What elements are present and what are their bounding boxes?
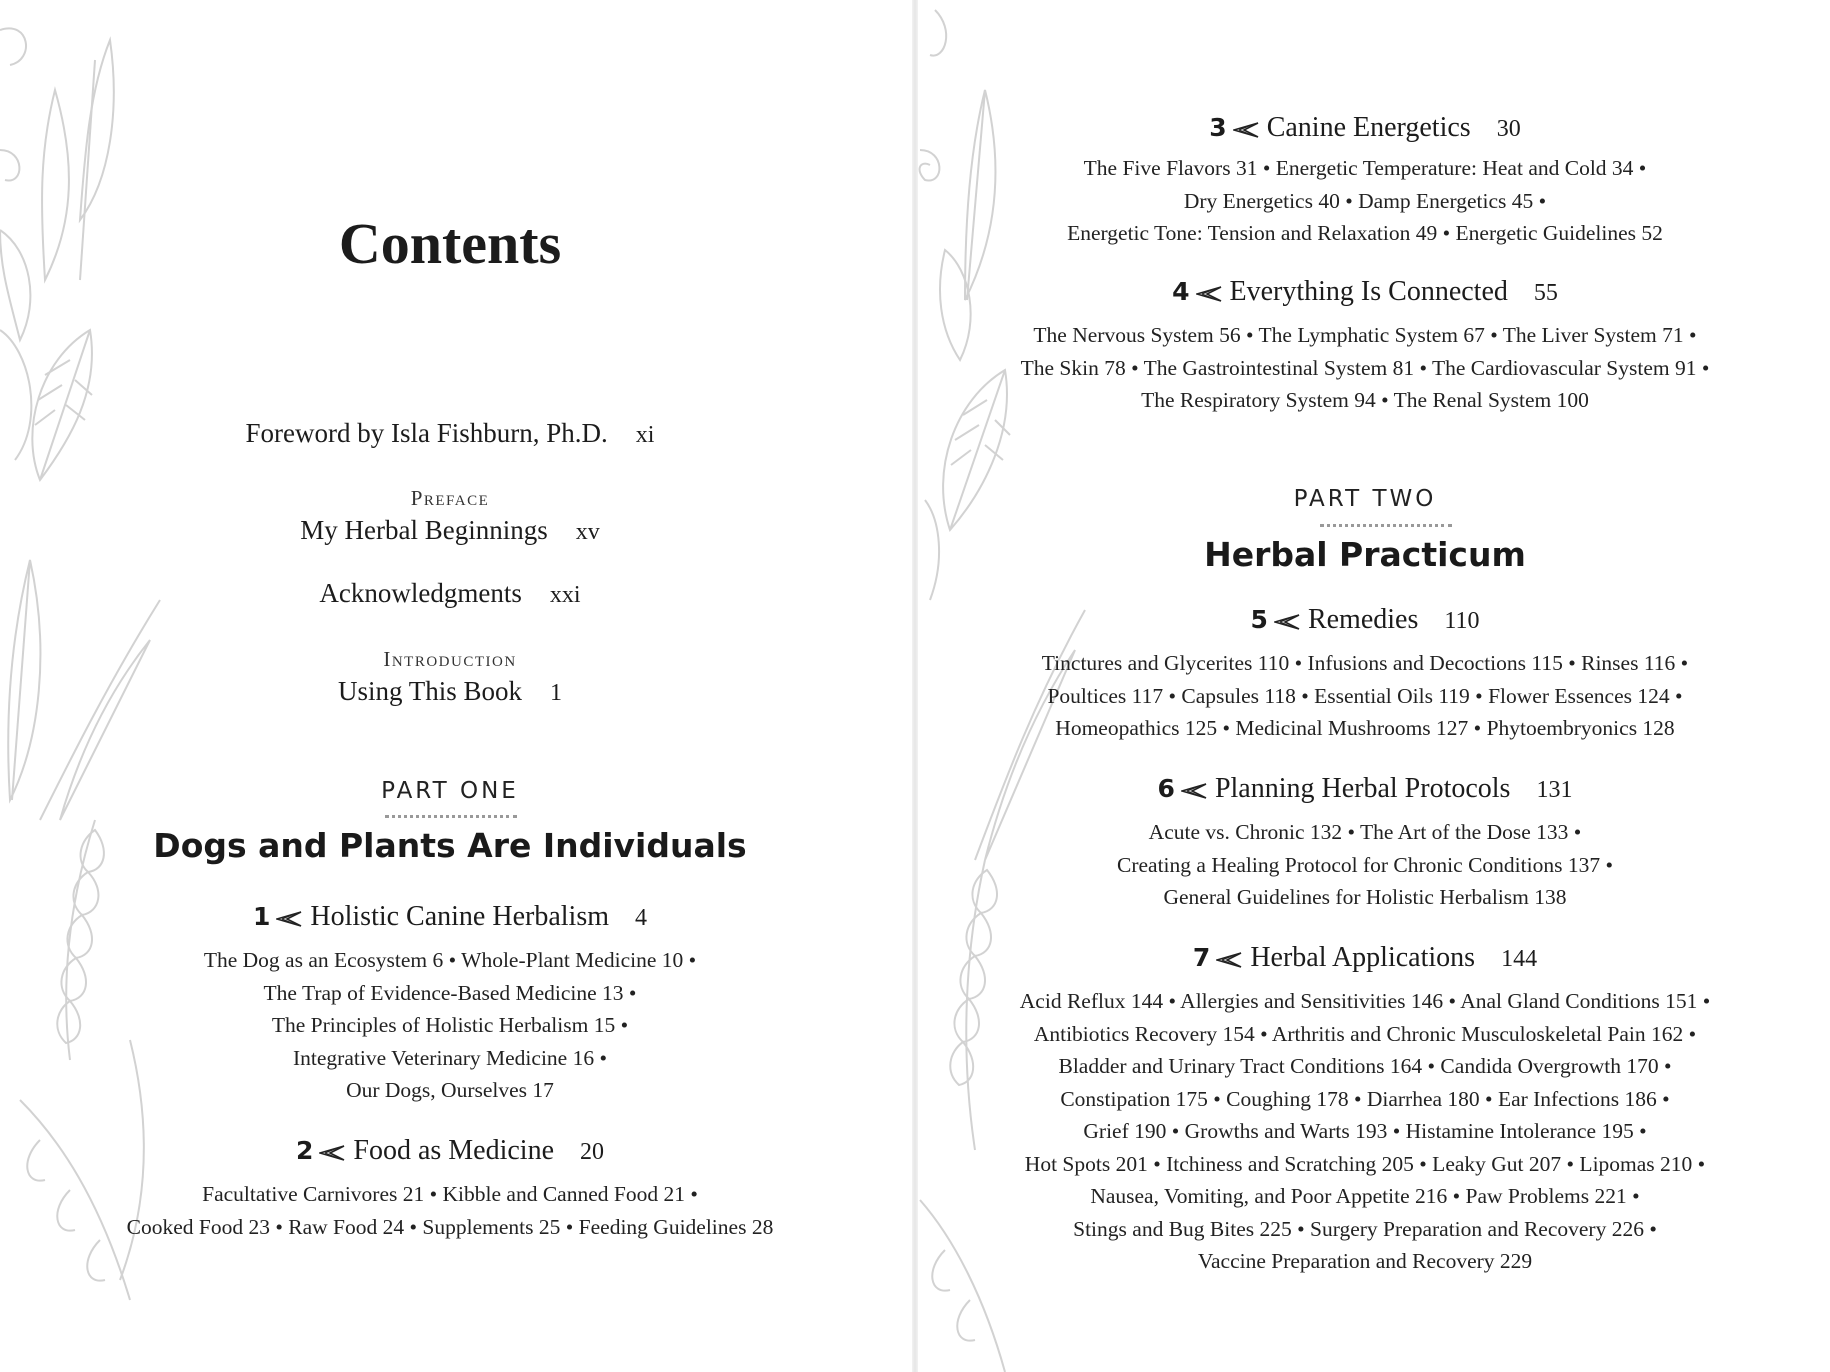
chapter-title: Planning Herbal Protocols [1214,773,1511,804]
subentry-line: Creating a Healing Protocol for Chronic Conditions 137 • [1117,852,1613,877]
chapter-title: Everything Is Connected [1229,276,1508,307]
subentry-line: Integrative Veterinary Medicine 16 • [293,1045,607,1070]
subentry-line: Vaccine Preparation and Recovery 229 [1197,1249,1533,1273]
subentry-line: The Principles of Holistic Herbalism 15 • [271,1013,629,1037]
chapter-title: Holistic Canine Herbalism [310,901,609,932]
chapter-page: 144 [1501,946,1538,972]
subentry-line: The Dog as an Ecosystem 6 • Whole-Plant Medicine 10 • [203,948,697,972]
subentry-line: Cooked Food 23 • Raw Food 24 • Supplements 25 • Feeding Guidelines 28 [126,1214,774,1239]
toc-entry-preface[interactable] [150,515,750,546]
toc-entry-introduction[interactable] [150,676,750,707]
entry-title: Acknowledgments [319,578,522,608]
subentry-line: The Skin 78 • The Gastrointestinal System 81 • The Cardiovascular System 91 • [1020,355,1710,380]
subentry-line: Energetic Tone: Tension and Relaxation 49 • Energetic Guidelines 52 [1067,221,1663,245]
subentry-line: The Nervous System 56 • The Lymphatic System 67 • The Liver System 71 • [1033,323,1697,347]
chapter-4-heading[interactable] [1015,276,1715,308]
chapter-page: 110 [1444,608,1480,634]
subentry-line: Bladder and Urinary Tract Conditions 164 • Candida Overgrowth 170 • [1058,1054,1672,1078]
subentry-line: Stings and Bug Bites 225 • Surgery Preparation and Recovery 226 • [1073,1216,1657,1241]
chapter-page: 30 [1496,116,1521,142]
toc-entry-foreword[interactable] [150,418,750,449]
chapter-title: Herbal Applications [1250,942,1476,973]
entry-title: Using This Book [337,676,523,706]
part-two-title: Herbal Practicum [1204,535,1526,574]
subentry-line: Poultices 117 • Capsules 118 • Essential Oils 119 • Flower Essences 124 • [1047,683,1683,708]
entry-page: xv [575,519,600,545]
swallow-ornament-icon [1233,122,1259,138]
subentry-line: General Guidelines for Holistic Herbalism 138 [1163,885,1567,909]
chapter-number: 3 [1209,113,1227,142]
dotted-divider [385,815,517,818]
chapter-page: 55 [1533,280,1558,306]
subentry-line: Antibiotics Recovery 154 • Arthritis and Chronic Musculoskeletal Pain 162 • [1033,1021,1697,1046]
subentry-line: Nausea, Vomiting, and Poor Appetite 216 • Paw Problems 221 • [1090,1184,1640,1208]
chapter-number: 2 [295,1136,314,1165]
swallow-ornament-icon [319,1145,345,1161]
subentry-line: Grief 190 • Growths and Warts 193 • Histamine Intolerance 195 • [1083,1119,1647,1143]
swallow-ornament-icon [276,911,302,927]
chapter-1-heading[interactable] [100,901,800,933]
chapter-page: 131 [1536,777,1573,803]
chapter-1-subentries [50,944,850,1107]
subentry-line: Homeopathics 125 • Medicinal Mushrooms 127 • Phytoembryonics 128 [1055,716,1675,740]
chapter-7-subentries [915,985,1815,1278]
entry-title: Foreword by Isla Fishburn, Ph.D. [245,418,608,448]
chapter-title: Remedies [1307,604,1419,635]
chapter-2-subentries [50,1178,850,1243]
chapter-number: 4 [1172,277,1190,306]
section-label-introduction: Introduction [383,647,517,671]
section-label-preface: Preface [410,486,490,510]
subentry-line: The Five Flavors 31 • Energetic Temperature: Heat and Cold 34 • [1083,156,1647,180]
entry-page: 1 [550,680,563,706]
subentry-line: Acute vs. Chronic 132 • The Art of the Dose 133 • [1148,820,1582,844]
swallow-ornament-icon [1216,952,1242,968]
chapter-3-subentries [915,152,1815,250]
part-one-label: PART ONE [381,778,519,804]
subentry-line: The Trap of Evidence-Based Medicine 13 • [263,980,637,1005]
subentry-line: Dry Energetics 40 • Damp Energetics 45 • [1183,188,1547,213]
chapter-number: 5 [1250,605,1268,634]
chapter-page: 20 [580,1139,605,1165]
subentry-line: Constipation 175 • Coughing 178 • Diarrhea 180 • Ear Infections 186 • [1060,1086,1670,1111]
chapter-number: 7 [1192,943,1211,972]
chapter-number: 6 [1157,774,1175,803]
chapter-3-heading[interactable] [1015,112,1715,144]
subentry-line: Hot Spots 201 • Itchiness and Scratching 205 • Leaky Gut 207 • Lipomas 210 • [1024,1151,1706,1176]
part-one-title: Dogs and Plants Are Individuals [153,826,747,865]
chapter-number: 1 [252,902,271,931]
subentry-line: Tinctures and Glycerites 110 • Infusions and Decoctions 115 • Rinses 116 • [1041,651,1689,675]
swallow-ornament-icon [1196,286,1222,302]
chapter-4-subentries [915,319,1815,417]
chapter-6-heading[interactable] [1015,773,1715,805]
chapter-5-heading[interactable] [1015,604,1715,636]
subentry-line: The Respiratory System 94 • The Renal System 100 [1141,388,1589,412]
chapter-title: Canine Energetics [1266,112,1471,143]
dotted-divider [1320,524,1452,527]
subentry-line: Our Dogs, Ourselves 17 [346,1078,554,1102]
right-page [915,0,1830,1372]
entry-title: My Herbal Beginnings [300,515,548,545]
swallow-ornament-icon [1181,783,1207,799]
chapter-7-heading[interactable] [1015,942,1715,974]
chapter-5-subentries [915,647,1815,745]
chapter-6-subentries [915,816,1815,914]
chapter-page: 4 [635,905,647,931]
toc-entry-acknowledgments[interactable] [150,578,750,609]
swallow-ornament-icon [1274,614,1300,630]
part-two-label: PART TWO [1293,486,1437,512]
chapter-title: Food as Medicine [353,1135,555,1166]
subentry-line: Facultative Carnivores 21 • Kibble and Canned Food 21 • [202,1182,698,1206]
entry-page: xxi [549,582,581,608]
subentry-line: Acid Reflux 144 • Allergies and Sensitivities 146 • Anal Gland Conditions 151 • [1019,989,1711,1013]
entry-page: xi [635,422,655,448]
chapter-2-heading[interactable] [100,1135,800,1167]
contents-title: Contents [338,211,562,276]
